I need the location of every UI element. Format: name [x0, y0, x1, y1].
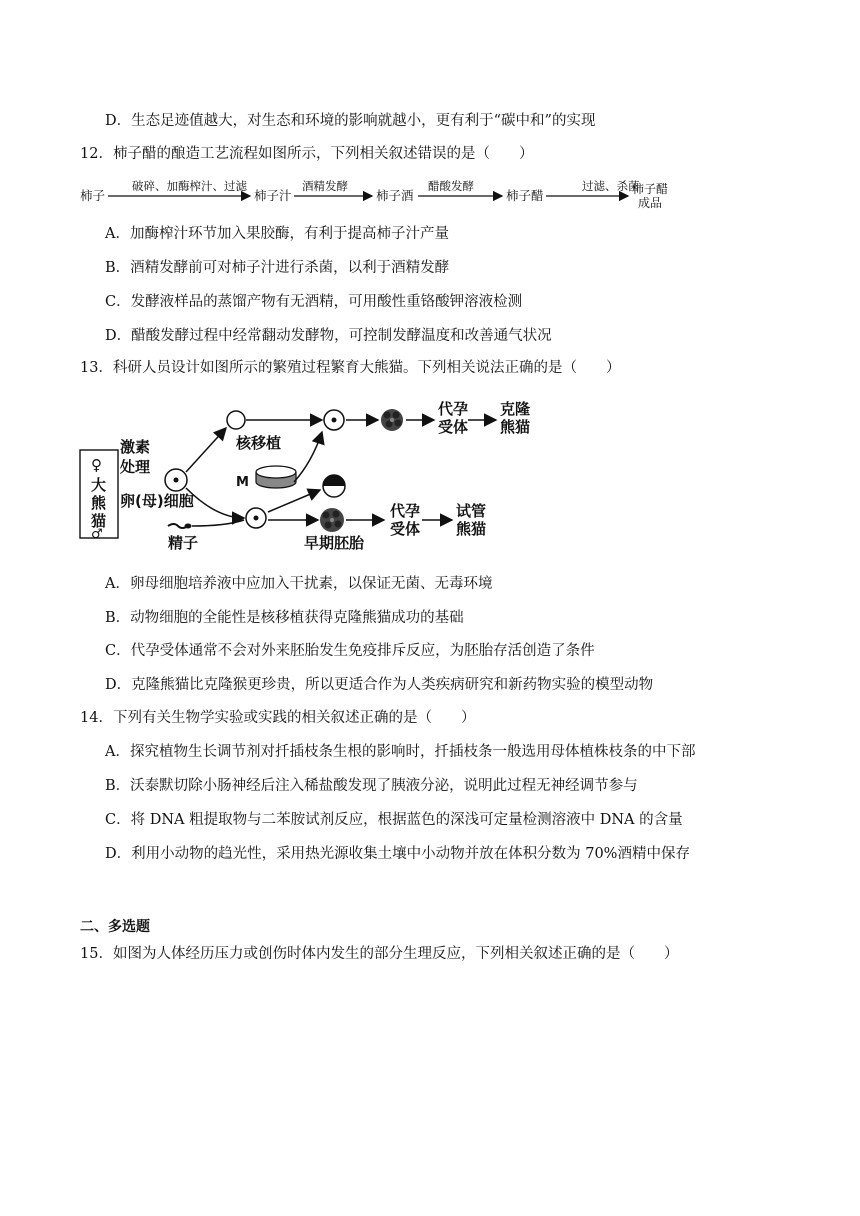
- m-label: M: [236, 475, 249, 490]
- test-tube-label-1: 试管: [456, 502, 487, 520]
- q12-flow-diagram: [78, 176, 678, 212]
- blastomere-cell: [323, 475, 345, 497]
- q12-option-a: A．加酶榨汁环节加入果胶酶，有利于提高柿子汁产量: [105, 226, 449, 242]
- flow-step-alcohol: 酒精发酵: [302, 179, 348, 193]
- panda-char-2: 熊: [91, 494, 107, 512]
- hormone-label-2: 处理: [120, 458, 151, 476]
- clone-label-2: 熊猫: [500, 418, 531, 436]
- q13-option-d: D．克隆熊猫比克隆猴更珍贵，所以更适合作为人类疾病研究和新药物实验的模型动物: [105, 677, 654, 693]
- q12-stem: 12．柿子醋的酿造工艺流程如图所示，下列相关叙述错误的是（ ）: [80, 146, 534, 162]
- q12-option-c: C．发酵液样品的蒸馏产物有无酒精，可用酸性重铬酸钾溶液检测: [105, 294, 523, 310]
- flow-node-persimmon: 柿子: [80, 188, 106, 203]
- oocyte-label: 卵(母)细胞: [120, 492, 194, 510]
- q13-option-a: A．卵母细胞培养液中应加入干扰素，以保证无菌、无毒环境: [105, 576, 493, 592]
- q12-option-b: B．酒精发酵前可对柿子汁进行杀菌，以利于酒精发酵: [105, 260, 450, 276]
- flow-step-filter: 过滤、杀菌: [582, 179, 640, 193]
- surrogate-2-line1: 代孕: [390, 502, 421, 520]
- q13-option-b: B．动物细胞的全能性是核移植获得克隆熊猫成功的基础: [105, 610, 464, 626]
- hormone-label-1: 激素: [120, 438, 151, 456]
- flow-node-product-2: 成品: [638, 196, 663, 210]
- flow-node-product-1: 柿子醋: [632, 182, 669, 196]
- q11-option-d: D．生态足迹值越大，对生态和环境的影响就越小，更有利于“碳中和”的实现: [105, 113, 596, 129]
- flow-step-acetic: 醋酸发酵: [428, 179, 474, 193]
- enucleated-egg: [227, 411, 245, 429]
- arrow-to-blastomere: [268, 490, 320, 512]
- arrow-oocyte-to-enucleated: [186, 428, 226, 472]
- flow-node-vinegar: 柿子醋: [506, 188, 544, 203]
- fertilized-nucleus: [254, 516, 259, 521]
- sperm-head: [185, 524, 192, 529]
- flow-step-crush: 破碎、加酶榨汁、过滤: [132, 179, 247, 193]
- panda-char-3: 猫: [91, 512, 107, 530]
- arrow-oocyte-to-fertilized: [186, 488, 244, 518]
- flow-node-juice: 柿子汁: [254, 188, 292, 203]
- section-title-multiple-choice: 二、多选题: [80, 919, 150, 935]
- female-symbol: ♀: [91, 456, 102, 474]
- q12-option-d: D．醋酸发酵过程中经常翻动发酵物，可控制发酵温度和改善通气状况: [105, 328, 552, 344]
- sperm-label: 精子: [168, 534, 199, 552]
- early-embryo-label: 早期胚胎: [304, 534, 365, 552]
- test-tube-label-2: 熊猫: [456, 520, 487, 538]
- arrow-m-to-reconstructed: [294, 432, 322, 482]
- early-embryo: [320, 508, 344, 532]
- q14-option-a: A．探究植物生长调节剂对扦插枝条生根的影响时，扦插枝条一般选用母体植株枝条的中下部: [105, 744, 696, 760]
- arrow-sperm-to-fertilized: [192, 520, 244, 526]
- q13-breeding-diagram: [76, 392, 546, 562]
- q14-option-c: C．将 DNA 粗提取物与二苯胺试剂反应，根据蓝色的深浅可定量检测溶液中 DNA 的含量: [105, 812, 683, 828]
- nuclear-transfer-label: 核移植: [236, 434, 282, 452]
- q14-stem: 14．下列有关生物学实验或实践的相关叙述正确的是（ ）: [80, 710, 476, 726]
- panda-char-1: 大: [91, 476, 107, 494]
- q14-option-d: D．利用小动物的趋光性，采用热光源收集土壤中小动物并放在体积分数为 70%酒精中保存: [105, 846, 690, 862]
- surrogate-2-line2: 受体: [390, 520, 421, 538]
- surrogate-1-line1: 代孕: [438, 400, 469, 418]
- clone-embryo: [381, 409, 403, 431]
- reconstructed-nucleus: [332, 418, 337, 423]
- oocyte-nucleus: [174, 478, 179, 483]
- m-donor-cell-dish: [256, 466, 296, 488]
- q14-option-b: B．沃泰默切除小肠神经后注入稀盐酸发现了胰液分泌，说明此过程无神经调节参与: [105, 778, 638, 794]
- flow-node-wine: 柿子酒: [376, 188, 414, 203]
- surrogate-1-line2: 受体: [438, 418, 469, 436]
- q13-stem: 13．科研人员设计如图所示的繁殖过程繁育大熊猫。下列相关说法正确的是（ ）: [80, 360, 621, 376]
- q15-stem: 15．如图为人体经历压力或创伤时体内发生的部分生理反应，下列相关叙述正确的是（ ）: [80, 946, 679, 962]
- q13-option-c: C．代孕受体通常不会对外来胚胎发生免疫排斥反应，为胚胎存活创造了条件: [105, 643, 595, 659]
- male-symbol: ♂: [91, 527, 103, 542]
- clone-label-1: 克隆: [500, 400, 531, 418]
